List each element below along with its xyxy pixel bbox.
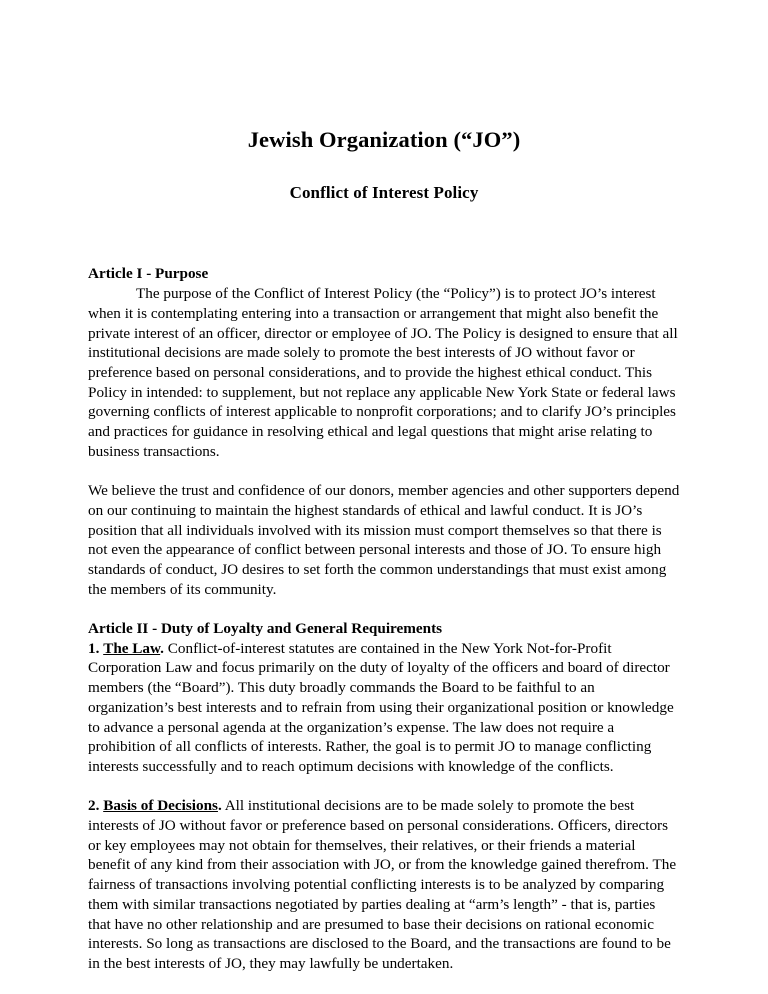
article-2-item-1 [88, 639, 680, 777]
spacer-between-paragraphs [88, 461, 680, 481]
article-2-item-2 [88, 796, 680, 973]
item-2-title: Basis of Decisions [103, 797, 218, 815]
spacer-after-subtitle [88, 203, 680, 264]
spacer-between-items [88, 777, 680, 797]
article-1-paragraph-1: The purpose of the Conflict of Interest Policy (the “Policy”) is to protect JO’s interest when it is contemplating entering into a transaction or arrangement that might also benefit the private interest of an officer, director or employee of JO. The Policy is designed to ensure that all institutional decisions are made solely to promote the best interests of JO without favor or preference based on personal considerations, and to provide the highest ethical conduct. This Policy in intended: to supplement, but not replace any applicable New York State or federal laws governing conflicts of interest applicable to nonprofit corporations; and to clarify JO’s principles and practices for guidance in resolving ethical and legal questions that might arise relating to business transactions. [88, 285, 678, 460]
spacer-before-article-2 [88, 599, 680, 619]
article-1-paragraph-2: We believe the trust and confidence of our donors, member agencies and other supporters depend on our continuing to maintain the highest standards of ethical and lawful conduct. It is JO’s position that all individuals involved with its mission must comport themselves so that there is not even the appearance of conflict between personal interests and those of JO. To ensure high standards of conduct, JO desires to set forth the common understandings that must exist among the members of its community. [88, 482, 680, 598]
article-2-heading: Article II - Duty of Loyalty and General Requirements [88, 620, 443, 638]
item-2-title-suffix: . [217, 797, 222, 815]
item-1-title: The Law [103, 639, 161, 657]
item-2-number: 2. [88, 797, 100, 815]
item-1-title-suffix: . [160, 639, 164, 657]
item-1-number: 1. [88, 639, 100, 657]
document-title: Jewish Organization (“JO”) [247, 127, 521, 152]
article-1-heading: Article I - Purpose [88, 265, 209, 283]
item-1-body: Conflict-of-interest statutes are contained in the New York Not-for-Profit Corporation Law and focus primarily on the duty of loyalty of the officers and board of director members (the “Board”). This duty broadly commands the Board to be faithful to an organization’s best interests and to refrain from using their organizational position or knowledge to advance a personal agenda at the organization’s expense. The law does not require a prohibition of all conflicts of interests. Rather, the goal is to permit JO to manage conflicting interests successfully and to reach optimum decisions with knowledge of the conflicts. [88, 639, 674, 775]
document-content [88, 0, 680, 974]
item-2-body: All institutional decisions are to be made solely to promote the best interests of JO without favor or preference based on personal considerations. Officers, directors or key employees may not obtain for themselves, their relatives, or their friends a material benefit of any kind from their association with JO, or from the knowledge gained therefrom. The fairness of transactions involving potential conflicting interests is to be analyzed by comparing them with similar transactions negotiated by parties dealing at “arm’s length” - that is, parties that have no other relationship and are presumed to base their decisions on rational economic interests. So long as transactions are disclosed to the Board, and the transactions are found to be in the best interests of JO, they may lawfully be undertaken. [88, 797, 677, 972]
document-subtitle: Conflict of Interest Policy [289, 183, 479, 202]
